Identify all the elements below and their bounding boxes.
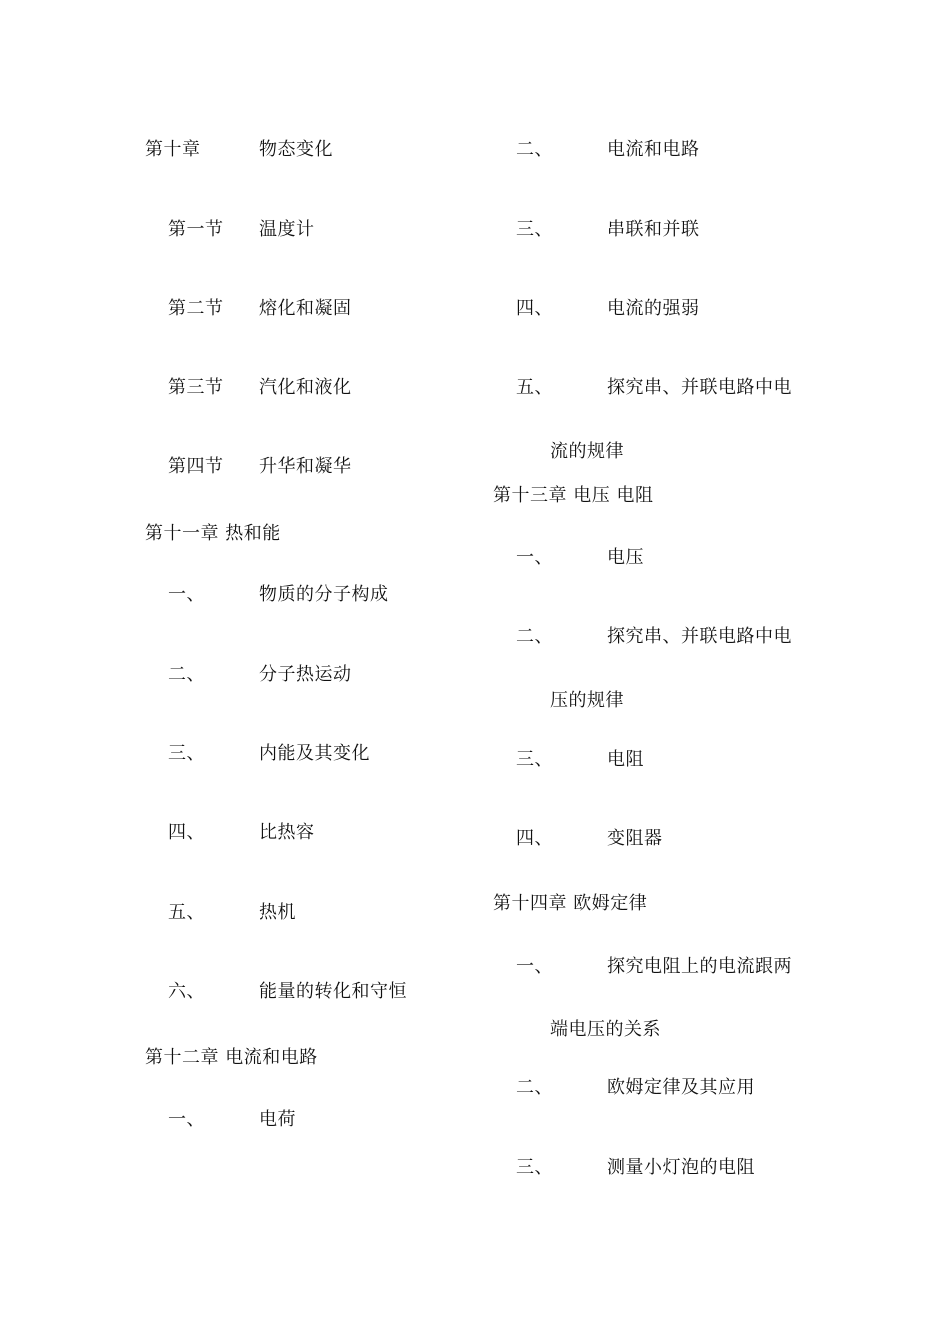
ch12-sec3-title: 串联和并联 bbox=[607, 219, 700, 240]
ch11-sec3-title: 内能及其变化 bbox=[259, 743, 370, 764]
ch12-sec1-title: 电荷 bbox=[259, 1109, 296, 1130]
ch13-sec3-title: 电阻 bbox=[607, 749, 644, 770]
chapter-12-heading: 第十二章 电流和电路 bbox=[145, 1047, 318, 1068]
ch14-sec1-number: 一、 bbox=[516, 956, 553, 977]
ch11-sec4-number: 四、 bbox=[168, 822, 205, 843]
chapter-10-number: 第十章 bbox=[145, 139, 201, 160]
ch11-sec2-title: 分子热运动 bbox=[259, 664, 352, 685]
ch11-sec3-number: 三、 bbox=[168, 743, 205, 764]
ch13-sec4-title: 变阻器 bbox=[607, 828, 663, 849]
ch11-sec1-number: 一、 bbox=[168, 584, 205, 605]
ch12-sec2-title: 电流和电路 bbox=[607, 139, 700, 160]
ch12-sec3-number: 三、 bbox=[516, 219, 553, 240]
chapter-10-title: 物态变化 bbox=[259, 139, 333, 160]
ch10-sec4-title: 升华和凝华 bbox=[259, 456, 352, 477]
ch13-sec2-title: 探究串、并联电路中电 bbox=[607, 626, 792, 647]
ch11-sec5-title: 热机 bbox=[259, 902, 296, 923]
ch14-sec1-title: 探究电阻上的电流跟两 bbox=[607, 956, 792, 977]
chapter-14-heading: 第十四章 欧姆定律 bbox=[493, 893, 648, 914]
chapter-13-heading: 第十三章 电压 电阻 bbox=[493, 485, 654, 506]
ch12-sec5-title: 探究串、并联电路中电 bbox=[607, 377, 792, 398]
ch10-sec2-title: 熔化和凝固 bbox=[259, 298, 352, 319]
ch12-sec4-number: 四、 bbox=[516, 298, 553, 319]
ch11-sec6-title: 能量的转化和守恒 bbox=[259, 981, 407, 1002]
ch13-sec1-number: 一、 bbox=[516, 547, 553, 568]
ch11-sec4-title: 比热容 bbox=[259, 822, 315, 843]
ch12-sec5-title-cont: 流的规律 bbox=[550, 441, 624, 462]
ch12-sec2-number: 二、 bbox=[516, 139, 553, 160]
chapter-11-heading: 第十一章 热和能 bbox=[145, 523, 281, 544]
ch14-sec2-title: 欧姆定律及其应用 bbox=[607, 1077, 755, 1098]
ch14-sec3-title: 测量小灯泡的电阻 bbox=[607, 1157, 755, 1178]
ch10-sec4-number: 第四节 bbox=[168, 456, 224, 477]
ch14-sec3-number: 三、 bbox=[516, 1157, 553, 1178]
ch10-sec1-number: 第一节 bbox=[168, 219, 224, 240]
ch10-sec3-title: 汽化和液化 bbox=[259, 377, 352, 398]
ch10-sec1-title: 温度计 bbox=[259, 219, 315, 240]
ch14-sec1-title-cont: 端电压的关系 bbox=[550, 1019, 661, 1040]
ch14-sec2-number: 二、 bbox=[516, 1077, 553, 1098]
ch13-sec2-title-cont: 压的规律 bbox=[550, 690, 624, 711]
ch13-sec3-number: 三、 bbox=[516, 749, 553, 770]
ch13-sec4-number: 四、 bbox=[516, 828, 553, 849]
ch12-sec1-number: 一、 bbox=[168, 1109, 205, 1130]
ch13-sec1-title: 电压 bbox=[607, 547, 644, 568]
ch10-sec3-number: 第三节 bbox=[168, 377, 224, 398]
ch12-sec5-number: 五、 bbox=[516, 377, 553, 398]
ch11-sec2-number: 二、 bbox=[168, 664, 205, 685]
ch12-sec4-title: 电流的强弱 bbox=[607, 298, 700, 319]
ch11-sec6-number: 六、 bbox=[168, 981, 205, 1002]
ch10-sec2-number: 第二节 bbox=[168, 298, 224, 319]
ch11-sec1-title: 物质的分子构成 bbox=[259, 584, 389, 605]
ch11-sec5-number: 五、 bbox=[168, 902, 205, 923]
ch13-sec2-number: 二、 bbox=[516, 626, 553, 647]
